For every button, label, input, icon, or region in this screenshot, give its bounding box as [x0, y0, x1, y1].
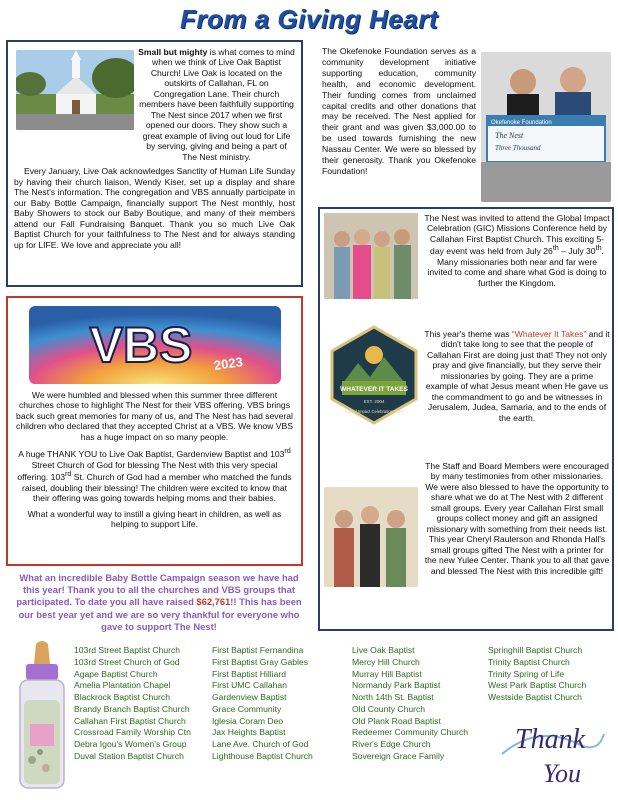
church-list-item: Westside Baptist Church — [488, 692, 582, 703]
vbs-p2-c: St. Church of God had a member who matched the funds raised, doubling their blessing! The children were excited to know that their offering was going towards helping moms and their babies. — [22, 472, 292, 504]
gic-article — [318, 207, 614, 631]
gic-p2 — [424, 329, 610, 423]
gic-p1-middle: – July 30 — [558, 246, 596, 257]
whatever-it-takes-badge — [328, 325, 420, 425]
campaign-total: $62,761 — [196, 596, 231, 608]
church-list-item: Blackrock Baptist Church — [74, 692, 170, 703]
okefenoke-text: The Okefenoke Foundation serves as a community development initiative supporting education, community health, and economic development. Their funding comes from unclaimed capital credits and other donations that may be received. The Nest applied for their grant and was given $3,000.00 to be used towards furnishing the new Nassau Center. We were so blessed by their generosity. Thank you Okefenoke Foundation! — [322, 46, 476, 176]
church-list-item: First Baptist Gray Gables — [212, 656, 308, 667]
church-list-item: First Baptist Hilliard — [212, 668, 287, 679]
church-list-item: 103rd Street Baptist Church — [74, 645, 181, 655]
badge-est: EST. 2004 — [363, 399, 385, 404]
badge-illustration — [328, 325, 420, 425]
check-payee: The Nest — [495, 131, 524, 140]
gic-p1-sup2: th — [595, 244, 602, 253]
vbs-p2-a: A huge THANK YOU to Live Oak Baptist, Gardenview Baptist and 103 — [18, 449, 285, 460]
baby-bottle-image — [12, 640, 72, 792]
small-group-illustration — [324, 487, 418, 587]
badge-title: WHATEVER IT TAKES — [340, 386, 408, 393]
live-oak-article — [6, 40, 303, 287]
baby-bottle-illustration — [12, 640, 72, 792]
church-list-item: Old County Church — [352, 703, 426, 714]
church-list-item: Gardenview Baptist — [212, 692, 287, 703]
vbs-p2-b: Street Church of God for blessing The Nest with this very special offering. 103 — [17, 459, 278, 483]
church-list-item: Live Oak Baptist — [352, 645, 415, 655]
campaign-text-end: !! This has been our best year yet and we are so very thankful for everyone who gave to support The Nest! — [18, 596, 302, 632]
church-list-item: First UMC Callahan — [212, 680, 287, 691]
church-list-item: Iglesia Coram Deo — [212, 715, 284, 726]
vbs-p1: We were humbled and blessed when this summer three different churches chose to highlight The Nest for their VBS offering. VBS brings back such great memories for many of us, and The Nest has had several children who declared that they accepted Christ at a VBS. We know VBS has a huge impact on so many people. — [16, 390, 293, 442]
church-list-item: Duval Station Baptist Church — [74, 750, 184, 761]
gic-p1 — [424, 213, 610, 288]
church-list-col2 — [212, 645, 313, 763]
vbs-banner — [29, 306, 281, 384]
church-list-item: Old Plank Road Baptist — [352, 715, 441, 726]
gic-p1-end: . Many missionaries both near and far were invited to come and share what God is doing to further the Kingdom. — [427, 246, 607, 288]
church-list-item: Agape Baptist Church — [74, 668, 158, 679]
church-list-item: Springhill Baptist Church — [488, 645, 583, 655]
church-list-item: First Baptist Fernandina — [212, 645, 304, 655]
gic-group-photo — [324, 213, 418, 299]
check-illustration — [481, 52, 611, 202]
gic-p2-start: This year's theme was — [424, 329, 512, 339]
check-org: Okefenoke Foundation — [491, 120, 552, 126]
gic-group-illustration — [324, 213, 418, 299]
badge-arc: Global Impact Celebration 2023 — [344, 409, 404, 414]
thank-you-graphic — [498, 714, 608, 794]
church-list-item: Debra Igou's Women's Group — [74, 739, 187, 750]
check-presentation-photo — [481, 52, 611, 202]
church-list-item: Redeemer Community Church — [352, 727, 469, 738]
live-oak-intro — [138, 47, 295, 162]
vbs-p2-sup2: rd — [65, 470, 72, 479]
church-list-item: Brandy Branch Baptist Church — [74, 703, 190, 714]
church-list-item: Murray Hill Baptist — [352, 668, 422, 679]
church-list-item: Trinity Spring of Life — [488, 668, 565, 679]
church-list-item: Grace Community — [212, 703, 282, 714]
church-list-item: Sovereign Grace Family — [352, 750, 445, 761]
church-list-item: Lighthouse Baptist Church — [212, 750, 313, 761]
live-oak-lead: Small but mighty — [138, 47, 208, 57]
check-amount: Three Thousand — [495, 144, 541, 152]
church-list-item: Amelia Plantation Chapel — [74, 680, 171, 691]
vbs-banner-year: 2023 — [212, 354, 244, 373]
live-oak-p2: Every January, Live Oak acknowledges Sanctity of Human Life Sunday by having their church liaison, Wendy Kiser, set up a display and share The Nest's information. The congregation and VBS annually participate in our Baby Bottle Campaign, financially support The Nest monthly, host Baby Showers to stock our Baby Boutique, and many of their members attend our Fall Fundraising Banquet. Thank you so much Live Oak Baptist Church for your faithfulness to The Nest and for always standing up for LIFE. We love and appreciate you all! — [14, 166, 295, 250]
you-word: You — [542, 759, 582, 788]
vbs-article — [6, 296, 303, 566]
gic-theme: “Whatever It Takes” — [511, 329, 587, 339]
church-list-col4 — [488, 645, 586, 704]
campaign-text-start: What an incredible Baby Bottle Campaign season we have had this year! Thank you to all the churches and VBS groups that participated. To date you all have raised — [16, 572, 299, 608]
church-list-item: Trinity Baptist Church — [488, 656, 570, 667]
church-list-col3 — [352, 645, 468, 763]
church-list-item: Jax Heights Baptist — [212, 727, 286, 738]
vbs-p2-sup1: rd — [284, 447, 291, 456]
church-list-item: West Park Baptist Church — [488, 680, 587, 691]
vbs-p2 — [16, 447, 293, 503]
gic-p3: The Staff and Board Members were encouraged by many testimonies from other missionaries. We were also blessed to have the opportunity to share what we do at The Nest with 2 different small groups. Every year Callahan First small groups collect money and gift an assigned missionary with something from their needs list. This year Cheryl Raulerson and Rhonda Hall's small groups gifted The Nest with a printer for the new Yulee Center. Thank you to all that gave and blessed The Nest with this incredible gift! — [424, 461, 610, 576]
vbs-banner-illustration — [29, 306, 281, 384]
church-list-item: North 14th St. Baptist — [352, 692, 434, 703]
church-list-item: Callahan First Baptist Church — [74, 715, 186, 726]
small-group-photo — [324, 487, 418, 587]
church-list-item: Lane Ave. Church of God — [212, 739, 309, 750]
church-photo — [16, 50, 134, 130]
church-illustration — [16, 50, 134, 130]
church-list-item: Normandy Park Baptist — [352, 680, 441, 691]
vbs-p3: What a wonderful way to instill a giving heart in children, as well as helping to support Life. — [27, 508, 282, 530]
thank-word: Thank — [515, 724, 585, 755]
gic-p2-end: and it didn't take long to see that the people of Callahan First are doing just that! They not only pray and give financially, but they serve their missionaries by going. They are a prime example of what Jesus meant when He gave us the commandment to go and be witnesses in Jerusalem, Judea, Samaria, and to the ends of the earth. — [425, 329, 610, 423]
church-list-item: 103rd Street Church of God — [74, 656, 180, 667]
page-title: From a Giving Heart — [180, 4, 438, 34]
campaign-message — [14, 572, 304, 633]
live-oak-p1: is what comes to mind when we think of Live Oak Baptist Church! Live Oak is located on the outskirts of Callahan, FL on Congregation Lane. Their church members have been faithfully supporting The Nest since 2017 when we first opened our doors. They show such a great example of living out loud for Life by serving, giving and being a part of The Nest ministry. — [139, 47, 295, 162]
church-list-col1 — [74, 645, 191, 763]
vbs-banner-title: VBS — [89, 317, 192, 373]
church-list-item: Mercy Hill Church — [352, 656, 420, 667]
church-list-item: Crossroad Family Worship Ctn — [74, 727, 191, 738]
gic-p1-sup1: th — [552, 244, 559, 253]
church-list-item: River's Edge Church — [352, 739, 431, 750]
thank-you-illustration — [498, 714, 608, 794]
gic-p1-start: The Nest was invited to attend the Global Impact Celebration (GIC) Missions Conference held by Callahan First Baptist Church. This exciting 5-day event was held from July 26 — [424, 213, 610, 257]
